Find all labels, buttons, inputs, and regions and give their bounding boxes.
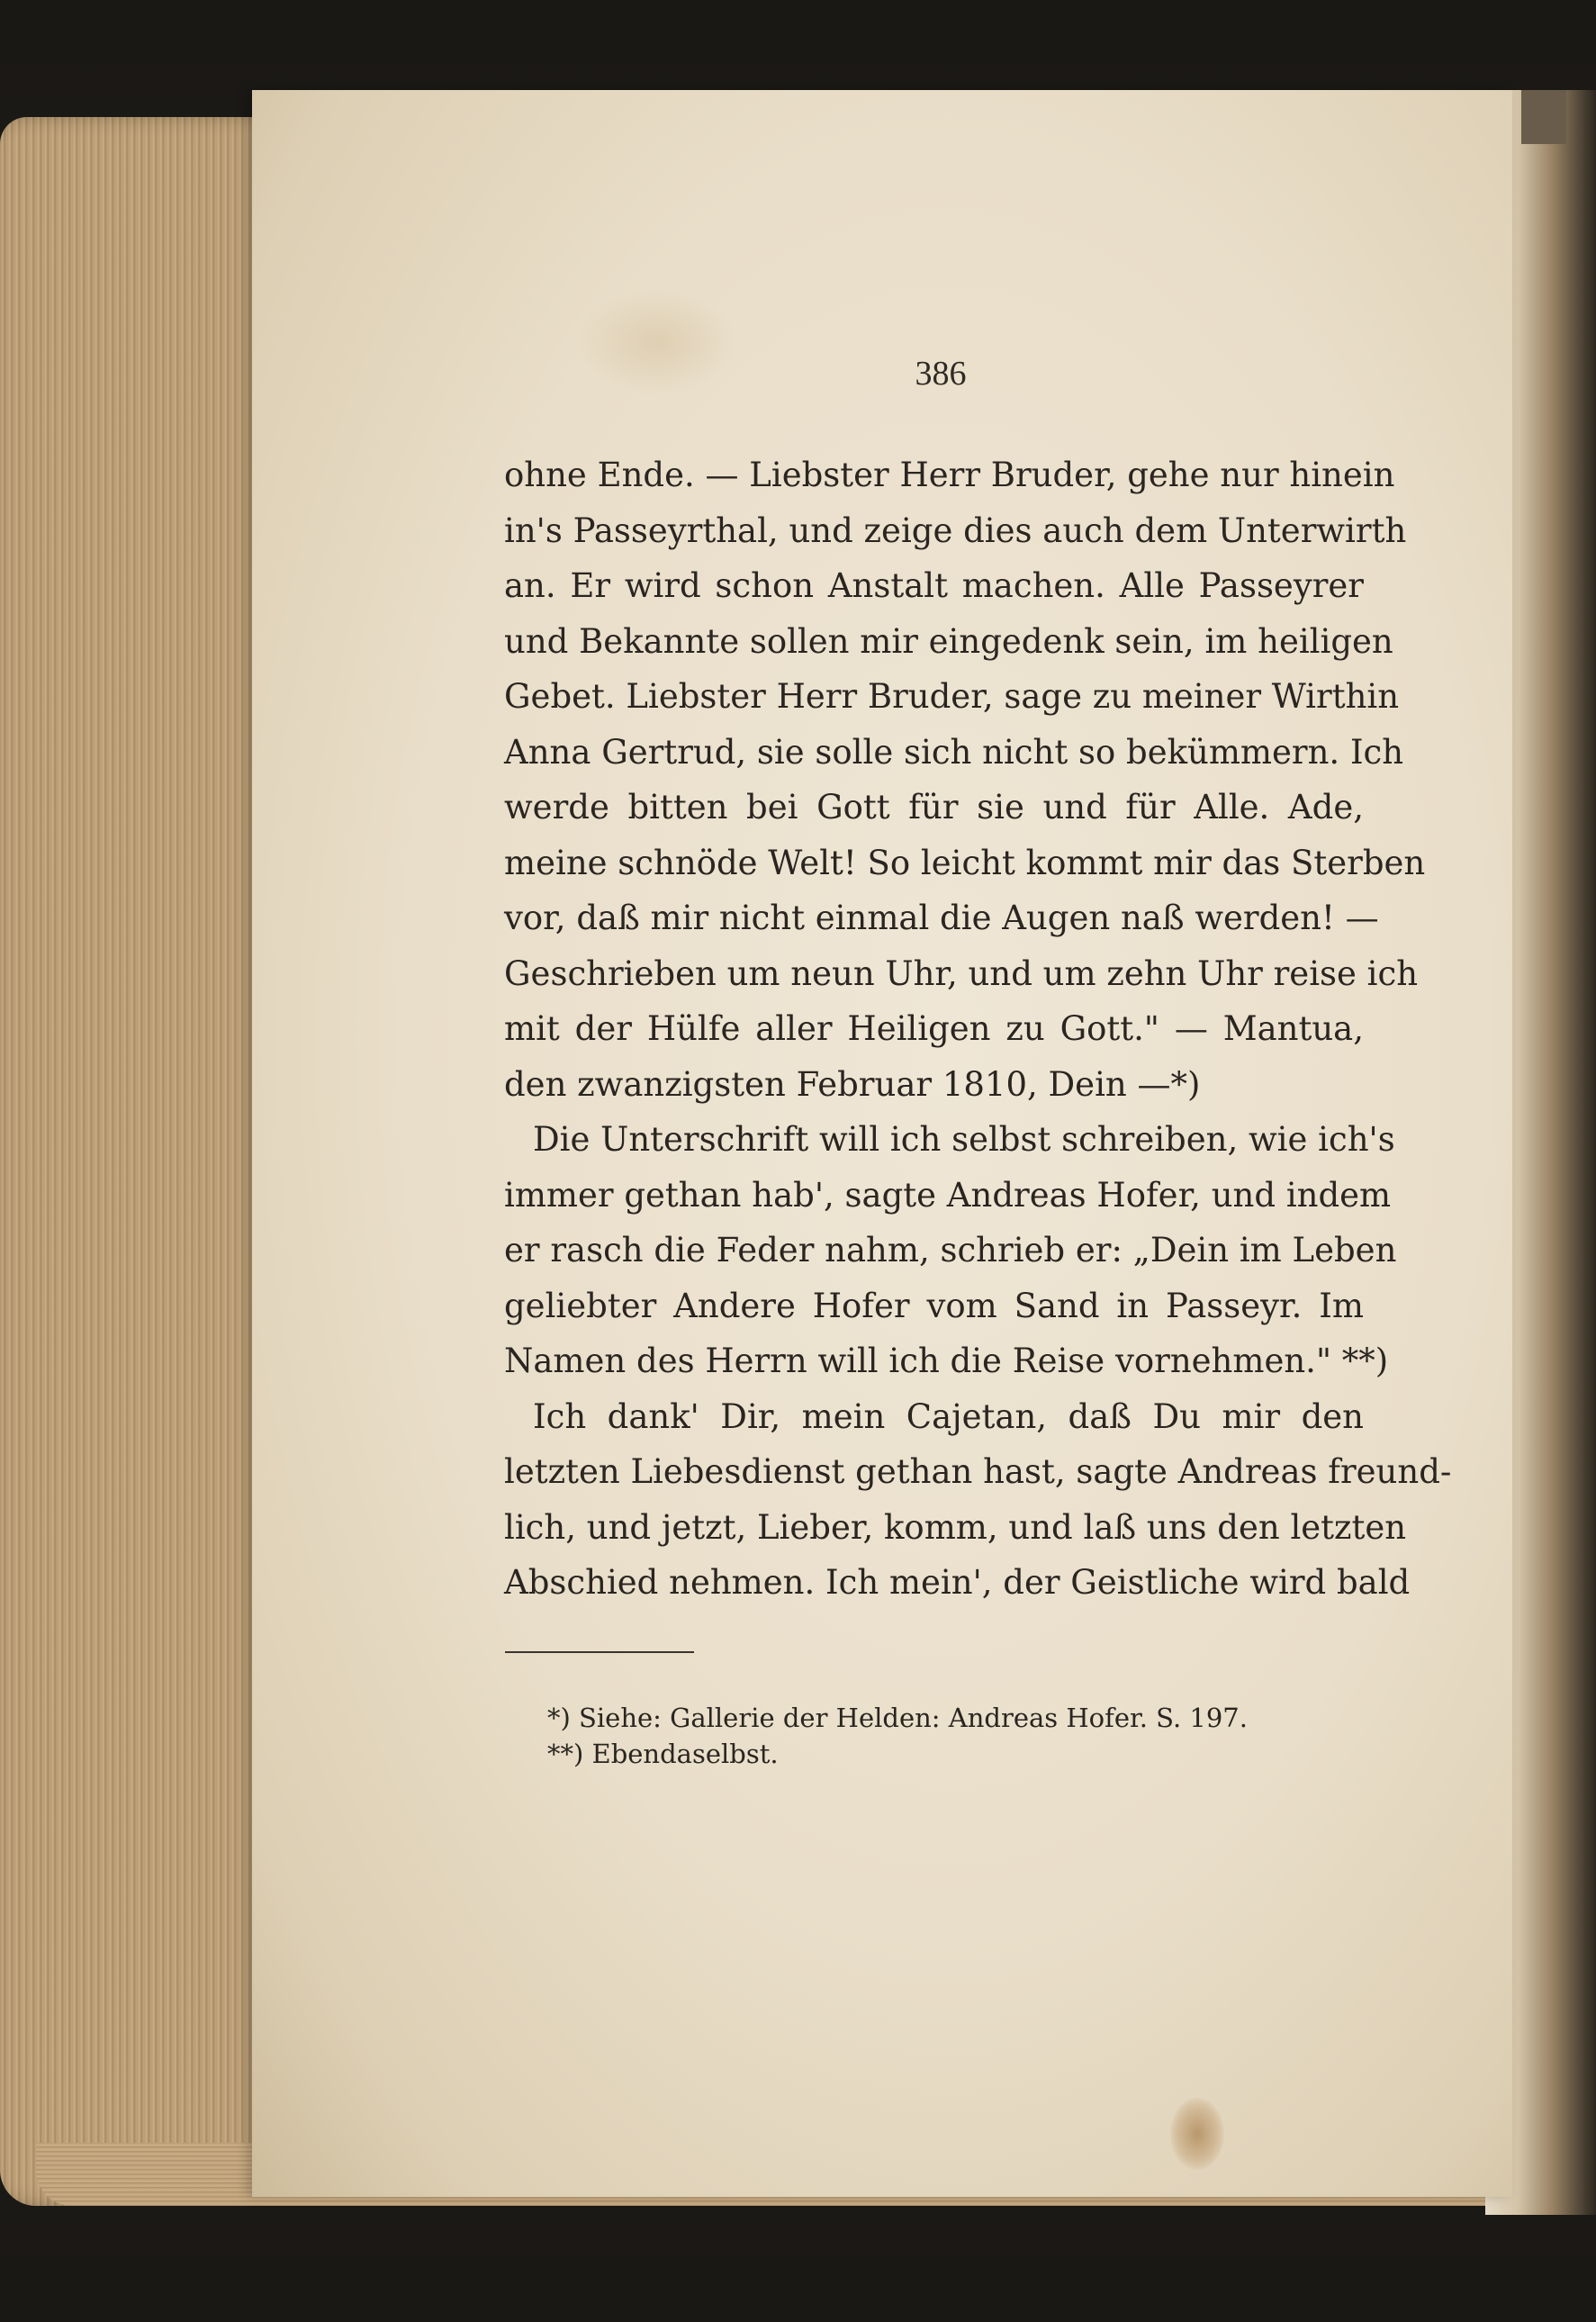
footnote-divider: [505, 1651, 694, 1653]
text-line: und Bekannte sollen mir eingedenk sein, im heiligen: [504, 621, 1393, 661]
text-line: Anna Gertrud, sie solle sich nicht so bekümmern. Ich: [504, 732, 1404, 772]
text-line: Abschied nehmen. Ich mein', der Geistliche wird bald: [504, 1563, 1411, 1602]
page-edges-left: [0, 117, 270, 2206]
text-line: Die Unterschrift will ich selbst schreiben, wie ich's: [533, 1120, 1395, 1159]
text-line: an. Er wird schon Anstalt machen. Alle Passeyrer: [504, 566, 1364, 605]
text-line: ohne Ende. — Liebster Herr Bruder, gehe nur hinein: [504, 456, 1395, 494]
text-line: in's Passeyrthal, und zeige dies auch dem Unterwirth: [504, 510, 1407, 550]
text-line: den zwanzigsten Februar 1810, Dein —*): [504, 1064, 1201, 1104]
facing-page-mark: [1521, 90, 1566, 144]
text-line: Gebet. Liebster Herr Bruder, sage zu meiner Wirthin: [504, 677, 1400, 716]
text-line: vor, daß mir nicht einmal die Augen naß werden! —: [504, 899, 1379, 937]
paper-smudge: [576, 288, 738, 396]
text-line: meine schnöde Welt! So leicht kommt mir das Sterben: [504, 843, 1426, 882]
body-text: [504, 447, 1452, 1611]
text-line: lich, und jetzt, Lieber, komm, und laß uns den letzten: [504, 1507, 1407, 1547]
text-line: immer gethan hab', sagte Andreas Hofer, und indem: [504, 1175, 1392, 1215]
text-line: Namen des Herrn will ich die Reise vornehmen." **): [504, 1342, 1389, 1380]
footnote: **) Ebendaselbst.: [547, 1739, 779, 1769]
text-line: mit der Hülfe aller Heiligen zu Gott." — Mantua,: [504, 1009, 1364, 1048]
footnotes: [547, 1700, 1321, 1772]
text-line: letzten Liebesdienst gethan hast, sagte Andreas freund-: [504, 1452, 1452, 1491]
text-line: er rasch die Feder nahm, schrieb er: „Dein im Leben: [504, 1231, 1397, 1269]
footnote: *) Siehe: Gallerie der Helden: Andreas Hofer. S. 197.: [547, 1703, 1248, 1733]
text-line: Geschrieben um neun Uhr, und um zehn Uhr reise ich: [504, 953, 1419, 993]
page-number: 386: [915, 355, 967, 393]
text-line: Ich dank' Dir, mein Cajetan, daß Du mir den: [533, 1396, 1364, 1436]
text-line: werde bitten bei Gott für sie und für Alle. Ade,: [504, 788, 1364, 827]
paper-stain: [1170, 2098, 1224, 2170]
text-line: geliebter Andere Hofer vom Sand in Passeyr. Im: [504, 1286, 1364, 1325]
